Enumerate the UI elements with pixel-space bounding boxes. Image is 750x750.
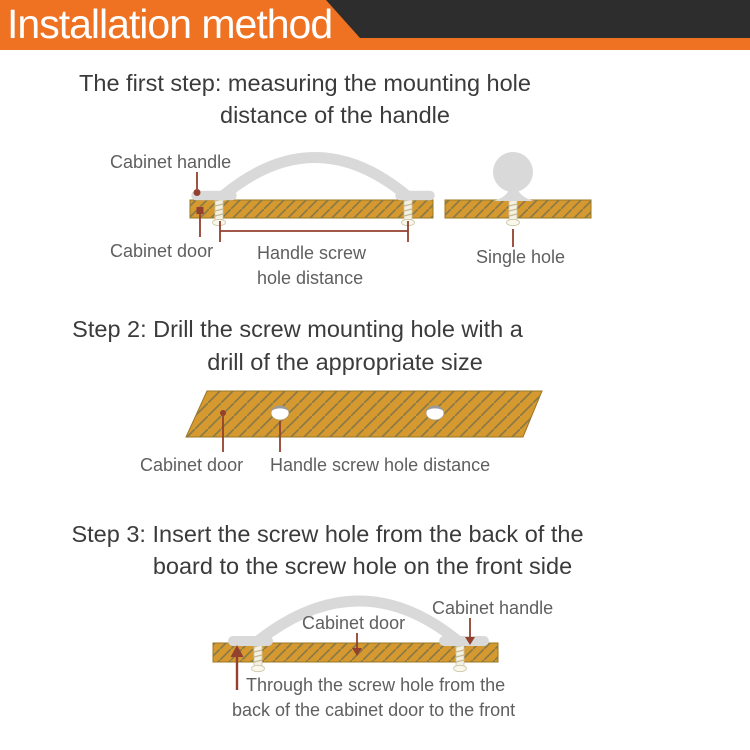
label-single-hole: Single hole (476, 247, 566, 267)
step3-heading-line1: Step 3: Insert the screw hole from the back of the (71, 521, 584, 547)
cabinet-door-board (190, 200, 591, 218)
step2-diagram (0, 380, 750, 490)
step1-heading-line2: distance of the handle (220, 102, 450, 128)
header-dark-ribbon (320, 0, 750, 38)
label-cabinet-handle: Cabinet handle (432, 598, 554, 618)
label-cabinet-door: Cabinet door (140, 455, 244, 475)
header-banner (0, 0, 750, 50)
label-handle-screw-line2: hole distance (257, 268, 364, 288)
step1-diagram (0, 140, 750, 305)
drilled-board (186, 391, 542, 437)
label-cabinet-handle: Cabinet handle (110, 152, 232, 172)
label-handle-screw-line1: Handle screw (257, 243, 367, 263)
step1-heading-line1: The first step: measuring the mounting hole (79, 70, 531, 96)
page-title: Installation method (7, 1, 333, 47)
step2-heading-line2: drill of the appropriate size (207, 349, 483, 375)
step3-diagram (0, 590, 750, 750)
label-through-line2: back of the cabinet door to the front (232, 700, 516, 720)
step3-heading-line2: board to the screw hole on the front side (152, 553, 573, 579)
knob-illustration (493, 152, 534, 201)
label-screw-hole-distance: Handle screw hole distance (270, 455, 491, 475)
label-cabinet-door: Cabinet door (302, 613, 406, 633)
label-through-line1: Through the screw hole from the (246, 675, 506, 695)
step2-heading-line1: Step 2: Drill the screw mounting hole with a (72, 316, 523, 342)
label-cabinet-door: Cabinet door (110, 241, 214, 261)
